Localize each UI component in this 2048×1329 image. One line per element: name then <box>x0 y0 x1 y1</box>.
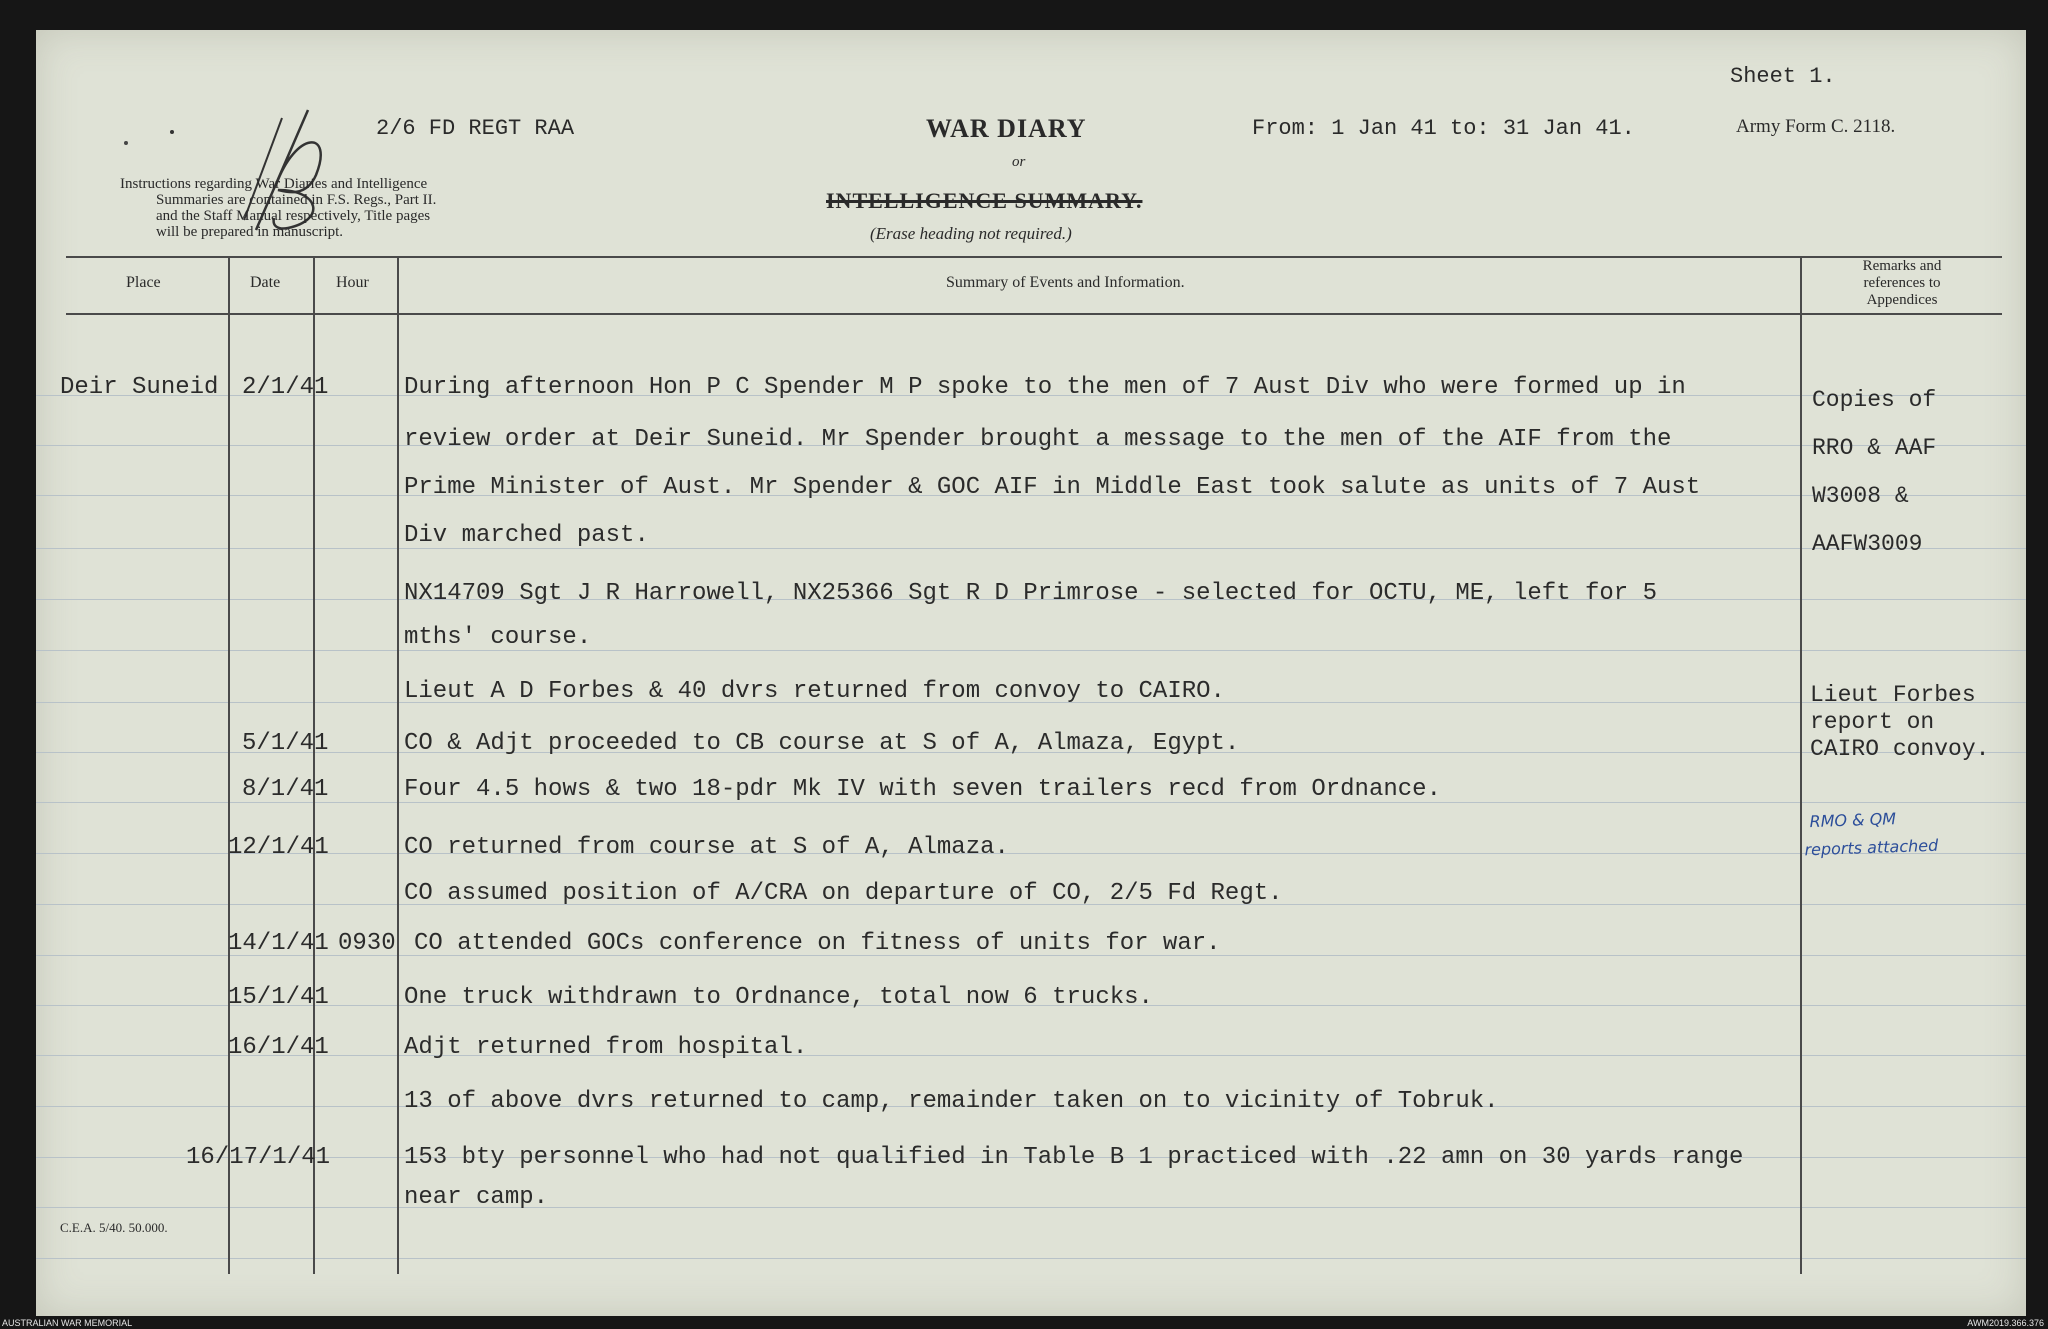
column-header-place: Place <box>126 274 161 291</box>
entry-text: CO & Adjt proceeded to CB course at S of A, Almaza, Egypt. <box>404 730 1240 757</box>
entry-text: Div marched past. <box>404 522 649 549</box>
column-header-summary: Summary of Events and Information. <box>946 274 1185 291</box>
intelligence-summary-heading: INTELLIGENCE SUMMARY. <box>826 188 1143 213</box>
table-top-rule <box>66 256 2002 258</box>
instructions-line: Summaries are contained in F.S. Regs., Part II. <box>156 192 437 208</box>
war-diary-sheet <box>36 30 2026 1316</box>
entry-date: 5/1/41 <box>242 730 329 757</box>
remarks-copies: Copies of RRO & AAF W3008 & AAFW3009 <box>1812 387 1937 557</box>
instructions-block <box>120 176 436 240</box>
paper-mark <box>170 130 174 134</box>
page-title: WAR DIARY <box>926 114 1087 143</box>
entry-text: near camp. <box>404 1184 549 1211</box>
entry-text: CO assumed position of A/CRA on departure of CO, 2/5 Fd Regt. <box>404 880 1283 907</box>
entry-text: CO returned from course at S of A, Almaza. <box>404 834 1009 861</box>
column-divider <box>313 256 315 1274</box>
column-header-date: Date <box>250 274 281 291</box>
entry-text: NX14709 Sgt J R Harrowell, NX25366 Sgt R D Primrose - selected for OCTU, ME, left for 5 <box>404 580 1658 607</box>
footer-credit: AUSTRALIAN WAR MEMORIAL <box>2 1318 133 1328</box>
entry-text: Four 4.5 hows & two 18-pdr Mk IV with seven trailers recd from Ordnance. <box>404 776 1441 803</box>
erase-note: (Erase heading not required.) <box>870 224 1072 243</box>
form-code: C.E.A. 5/40. 50.000. <box>60 1220 168 1235</box>
army-form-number: Army Form C. 2118. <box>1736 116 1896 137</box>
entry-date: 8/1/41 <box>242 776 329 803</box>
entry-text: CO attended GOCs conference on fitness of units for war. <box>414 930 1221 957</box>
column-divider <box>228 256 230 1274</box>
unit-name: 2/6 FD REGT RAA <box>376 116 575 141</box>
entry-text: 13 of above dvrs returned to camp, remainder taken on to vicinity of Tobruk. <box>404 1088 1499 1115</box>
instructions-line: Instructions regarding War Diaries and Intelligence <box>120 176 428 192</box>
entry-date: 16/17/1/41 <box>186 1144 331 1171</box>
entry-text: One truck withdrawn to Ordnance, total now 6 trucks. <box>404 984 1153 1011</box>
entry-text: During afternoon Hon P C Spender M P spoke to the men of 7 Aust Div who were formed up in <box>404 374 1686 401</box>
remarks-forbes-report: Lieut Forbes report on CAIRO convoy. <box>1810 682 1990 762</box>
diary-period: From: 1 Jan 41 to: 31 Jan 41. <box>1252 116 1635 141</box>
entry-date: 2/1/41 <box>242 374 329 401</box>
entry-text: Prime Minister of Aust. Mr Spender & GOC AIF in Middle East took salute as units of 7 Aust <box>404 474 1701 501</box>
entry-text: 153 bty personnel who had not qualified in Table B 1 practiced with .22 amn on 30 yards range <box>404 1144 1744 1171</box>
column-header-hour: Hour <box>336 274 369 291</box>
instructions-line: and the Staff Manual respectively, Title pages <box>156 208 431 224</box>
instructions-line: will be prepared in manuscript. <box>156 224 344 240</box>
column-divider <box>397 256 399 1274</box>
entry-date: 14/1/41 <box>228 930 329 957</box>
remarks-handwritten: RMO & QM reports attached <box>1804 809 1939 860</box>
entry-text: Lieut A D Forbes & 40 dvrs returned from convoy to CAIRO. <box>404 678 1225 705</box>
table-header-rule <box>66 313 2002 315</box>
or-text: or <box>1012 154 1026 170</box>
entry-place: Deir Suneid <box>60 374 219 401</box>
entry-date: 15/1/41 <box>228 984 329 1011</box>
entry-text: mths' course. <box>404 624 592 651</box>
entry-hour: 0930 <box>338 930 396 957</box>
column-header-remarks: Remarks and references to Appendices <box>1862 258 1942 308</box>
footer-reference: AWM2019.366.376 <box>1967 1318 2044 1328</box>
sheet-number: Sheet 1. <box>1730 64 1836 89</box>
entry-date: 12/1/41 <box>228 834 329 861</box>
entry-date: 16/1/41 <box>228 1034 329 1061</box>
entry-text: Adjt returned from hospital. <box>404 1034 808 1061</box>
paper-mark <box>124 141 128 145</box>
column-divider <box>1800 256 1802 1274</box>
entry-text: review order at Deir Suneid. Mr Spender brought a message to the men of the AIF from the <box>404 426 1672 453</box>
